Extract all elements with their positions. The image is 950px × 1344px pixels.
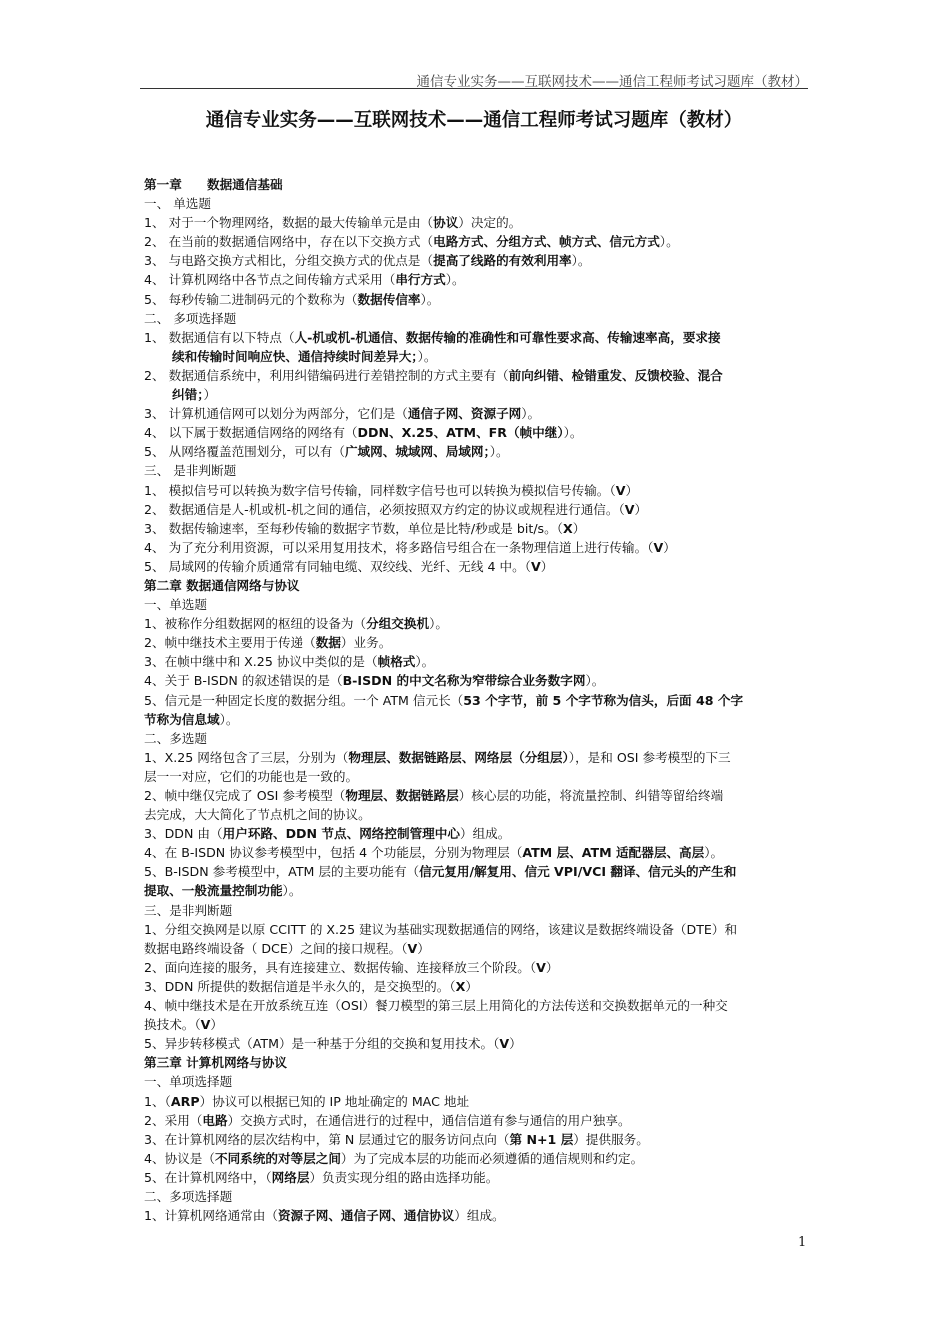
question-text: 三、是非判断题 <box>144 902 233 918</box>
question-text: 1、计算机网络通常由（ <box>144 1208 278 1224</box>
text-line <box>144 213 808 232</box>
question-text: ） <box>465 978 478 994</box>
question-text: ） <box>417 940 430 956</box>
question-text: ）。 <box>704 845 724 861</box>
question-text: 去完成，大大简化了节点机之间的协议。 <box>144 807 371 823</box>
question-text: 3、 与电路交换方式相比，分组交换方式的优点是（ <box>144 253 434 269</box>
question-text: 3、在帧中继中和 X.25 协议中类似的是（ <box>144 654 378 670</box>
answer-text: 帧格式 <box>377 654 416 670</box>
question-text: 换技术。（ <box>144 1017 201 1033</box>
answer-text: 物理层、数据链路层、网络层（分组层） <box>348 749 569 765</box>
question-text: 2、面向连接的服务，具有连接建立、数据传输、连接释放三个阶段。（ <box>144 959 537 975</box>
text-line <box>144 977 808 996</box>
answer-text: 提高了线路的有效利用率 <box>433 253 572 269</box>
question-text: 1、（ <box>144 1093 171 1109</box>
question-text: 1、 对于一个物理网络，数据的最大传输单元是由（ <box>144 215 434 231</box>
text-line <box>144 519 808 538</box>
text-line <box>144 958 808 977</box>
answer-text: 物理层、数据链路层 <box>345 788 459 803</box>
question-text: ）。 <box>489 444 509 460</box>
question-text: 2、 数据通信系统中，利用纠错编码进行差错控制的方式主要有（ <box>144 367 509 383</box>
chapter-heading <box>144 175 808 194</box>
question-text: 1、分组交换网是以原 CCITT 的 X.25 建议为基础实现数据通信的网络，该建议是数据终端设备（DTE）和 <box>144 921 738 937</box>
chapter-heading <box>144 1053 808 1072</box>
question-text: ）负责实现分组的路由选择功能。 <box>309 1169 499 1185</box>
answer-text: 用户环路、DDN 节点、网络控制管理中心 <box>222 826 460 842</box>
question-text: ）核心层的功能，将流量控制、纠错等留给终端 <box>458 788 724 803</box>
answer-text: ATM 层、ATM 适配器层、高层 <box>522 845 705 861</box>
answer-text: V <box>200 1017 211 1033</box>
answer-text: 网络层 <box>271 1169 310 1185</box>
text-line <box>144 862 808 881</box>
question-text: 4、帧中继技术是在开放系统互连（OSI）餐刀模型的第三层上用简化的方法传送和交换数据单元的一种交 <box>144 998 728 1014</box>
question-text: ） <box>509 1036 522 1052</box>
question-text: 4、关于 B-ISDN 的叙述错误的是（ <box>144 673 343 689</box>
answer-text: 第一章 数据通信基础 <box>144 177 283 192</box>
question-text: ） <box>625 482 639 498</box>
text-line <box>144 251 808 270</box>
text-line <box>144 729 808 748</box>
question-text: 2、 在当前的数据通信网络中，存在以下交换方式（ <box>144 234 434 250</box>
text-line <box>144 843 808 862</box>
answer-text: 纠错； <box>172 387 204 403</box>
text-line <box>144 1092 808 1111</box>
answer-text: 串行方式 <box>395 272 446 288</box>
question-text: ）。 <box>417 348 437 364</box>
answer-text: 电路 <box>202 1112 228 1128</box>
answer-text: 不同系统的对等层之间 <box>214 1150 341 1166</box>
question-text: ） <box>545 959 559 975</box>
question-text: ）业务。 <box>340 635 392 651</box>
text-line <box>144 404 808 423</box>
answer-text: 信元复用/解复用、信元 VPI/VCI 翻译、信元头的产生和 <box>419 864 737 880</box>
answer-text: V <box>615 482 626 498</box>
question-text: 4、 计算机网络中各节点之间传输方式采用（ <box>144 272 396 288</box>
text-line <box>144 557 808 576</box>
question-text: ）。 <box>429 616 448 632</box>
text-line <box>144 1034 808 1053</box>
question-text: 3、DDN 所提供的数据信道是半永久的，是交换型的。（ <box>144 978 456 994</box>
question-text: 2、帧中继仅完成了 OSI 参考模型（ <box>144 788 346 803</box>
text-line <box>144 232 808 251</box>
text-line <box>144 461 808 480</box>
text-line <box>144 328 808 347</box>
question-text: 1、被称作分组数据网的枢纽的设备为（ <box>144 616 367 632</box>
text-line <box>144 901 808 920</box>
page-number: 1 <box>798 1235 807 1250</box>
question-text: 1、X.25 网络包含了三层，分别为（ <box>144 749 349 765</box>
answer-text: 节称为信息域 <box>144 711 220 727</box>
text-line <box>144 767 808 786</box>
answer-text: 通信子网、资源子网 <box>407 406 522 422</box>
text-line <box>144 881 808 900</box>
question-text: ）。 <box>282 883 302 899</box>
text-line <box>144 614 808 633</box>
answer-text: 第二章 数据通信网络与协议 <box>144 577 300 593</box>
text-line <box>144 1149 808 1168</box>
question-text: 4、 以下属于数据通信网络的网络有（ <box>144 425 358 441</box>
question-text: 5、在计算机网络中，（ <box>144 1169 272 1185</box>
question-text: 5、信元是一种固定长度的数据分组。一个 ATM 信元长（ <box>144 692 464 708</box>
answer-text: V <box>536 959 546 975</box>
answer-text: 分组交换机 <box>366 616 430 632</box>
text-line <box>144 1015 808 1034</box>
question-text: 三、 是非判断题 <box>144 463 237 479</box>
text-line <box>144 824 808 843</box>
question-text: 1、 模拟信号可以转换为数字信号传输，同样数字信号也可以转换为模拟信号传输。（ <box>144 482 616 498</box>
text-line <box>144 786 808 805</box>
question-text: 5、异步转移模式（ATM）是一种基于分组的交换和复用技术。（ <box>144 1036 500 1052</box>
text-line <box>144 671 808 690</box>
answer-text: 前向纠错、检错重发、反馈校验、混合 <box>508 367 723 383</box>
text-line <box>144 1111 808 1130</box>
question-text: 4、在 B-ISDN 协议参考模型中，包括 4 个功能层，分别为物理层（ <box>144 845 523 861</box>
question-text: 2、 数据通信是人-机或机-机之间的通信，必须按照双方约定的协议或规程进行通信。（ <box>144 501 625 517</box>
question-text: 3、DDN 由（ <box>144 826 223 842</box>
text-line <box>144 652 808 671</box>
text-line <box>144 442 808 461</box>
question-text: 3、 数据传输速率，至每秒传输的数据字节数，单位是比特/秒或是 bit/s。（ <box>144 520 564 536</box>
question-text: 一、 单选题 <box>144 196 211 212</box>
question-text: ）。 <box>445 272 465 288</box>
question-text: 一、单项选择题 <box>144 1074 233 1090</box>
answer-text: ARP <box>170 1093 200 1109</box>
question-text: 二、多项选择题 <box>144 1188 233 1204</box>
answer-text: V <box>653 539 664 555</box>
answer-text: B-ISDN 的中文名称为窄带综合业务数字网 <box>342 673 586 689</box>
answer-text: V <box>407 940 418 956</box>
question-text: 3、 计算机通信网可以划分为两部分，它们是（ <box>144 406 408 422</box>
question-text: ）协议可以根据已知的 IP 地址确定的 MAC 地址 <box>199 1093 470 1109</box>
question-text: 4、 为了充分利用资源，可以采用复用技术，将多路信号组合在一条物理信道上进行传输。（ <box>144 539 654 555</box>
text-line <box>144 633 808 652</box>
text-line <box>144 1168 808 1187</box>
text-line <box>144 423 808 442</box>
question-text: ）组成。 <box>454 1208 505 1224</box>
answer-text: 广域网、城域网、局域网； <box>344 444 490 460</box>
answer-text: V <box>530 558 541 574</box>
question-text: ） <box>540 558 554 574</box>
text-line <box>144 939 808 958</box>
text-line <box>144 1130 808 1149</box>
answer-text: DDN、X.25、ATM、FR（帧中继） <box>357 425 564 441</box>
answer-text: 第 N+1 层 <box>509 1131 574 1147</box>
question-text: 2、帧中继技术主要用于传递（ <box>144 635 316 651</box>
text-line <box>144 1206 808 1225</box>
question-text: 2、采用（ <box>144 1112 203 1128</box>
text-line <box>144 385 808 404</box>
text-line <box>144 595 808 614</box>
question-text: ）。 <box>571 253 591 269</box>
question-text: ） <box>634 501 648 517</box>
text-line <box>144 366 808 385</box>
text-line <box>144 691 808 710</box>
question-text: ）。 <box>415 654 435 670</box>
text-line <box>144 1187 808 1206</box>
text-line <box>144 805 808 824</box>
question-text: ）提供服务。 <box>573 1131 649 1147</box>
question-text: ）决定的。 <box>458 215 522 231</box>
header-divider <box>140 88 808 89</box>
answer-text: 协议 <box>433 215 459 231</box>
answer-text: 电路方式、分组方式、帧方式、信元方式 <box>433 234 660 250</box>
text-line <box>144 920 808 939</box>
text-line <box>144 996 808 1015</box>
question-text: ）为了完成本层的功能而必须遵循的通信规则和约定。 <box>340 1150 644 1166</box>
text-line <box>144 538 808 557</box>
question-text: 数据电路终端设备（ DCE）之间的接口规程。（ <box>144 940 408 956</box>
question-text: ）。 <box>659 234 679 250</box>
question-text: 一、单选题 <box>144 597 207 613</box>
answer-text: 人-机或机-机通信、数据传输的准确性和可靠性要求高、传输速率高，要求接 <box>294 329 721 345</box>
text-line <box>144 500 808 519</box>
answer-text: 资源子网、通信子网、通信协议 <box>277 1208 455 1224</box>
question-text: ）。 <box>521 406 541 422</box>
text-line <box>144 290 808 309</box>
question-text: ），是和 OSI 参考模型的下三 <box>568 749 731 765</box>
question-text: ）。 <box>219 711 239 727</box>
question-text: ）组成。 <box>459 826 511 842</box>
question-text: 二、 多项选择题 <box>144 310 237 326</box>
chapter-heading <box>144 576 808 595</box>
question-text: ）。 <box>563 425 583 441</box>
question-text: 3、在计算机网络的层次结构中，第 N 层通过它的服务访问点向（ <box>144 1131 510 1147</box>
answer-text: X <box>563 520 573 536</box>
answer-text: V <box>499 1036 510 1052</box>
question-text: 5、 局域网的传输介质通常有同轴电缆、双绞线、光纤、无线 4 中。（ <box>144 558 531 574</box>
question-text: ） <box>203 387 217 403</box>
answer-text: 数据传信率 <box>357 291 421 307</box>
question-text: 5、 每秒传输二进制码元的个数称为（ <box>144 291 358 307</box>
question-text: ） <box>210 1017 224 1033</box>
text-line <box>144 1072 808 1091</box>
question-text: 4、协议是（ <box>144 1150 215 1166</box>
question-text: 5、 从网络覆盖范围划分，可以有（ <box>144 444 345 460</box>
question-text: ）交换方式时，在通信进行的过程中，通信信道有参与通信的用户独享。 <box>227 1112 631 1128</box>
answer-text: 数据 <box>315 635 341 651</box>
text-line <box>144 347 808 366</box>
question-text: 1、 数据通信有以下特点（ <box>144 329 295 345</box>
answer-text: 提取、一般流量控制功能 <box>144 883 283 899</box>
question-text: 二、多选题 <box>144 730 207 746</box>
document-body <box>144 175 808 1225</box>
document-title: 通信专业实务——互联网技术——通信工程师考试习题库（教材） <box>205 110 743 131</box>
question-text: 层一一对应，它们的功能也是一致的。 <box>144 768 359 784</box>
running-header: 通信专业实务——互联网技术——通信工程师考试习题库（教材） <box>416 74 808 90</box>
question-text: ） <box>663 539 676 555</box>
text-line <box>144 481 808 500</box>
answer-text: X <box>455 978 466 994</box>
question-text: ） <box>572 520 586 536</box>
text-line <box>144 309 808 328</box>
question-text: ）。 <box>585 673 605 689</box>
answer-text: V <box>624 501 635 517</box>
text-line <box>144 710 808 729</box>
answer-text: 第三章 计算机网络与协议 <box>144 1055 287 1071</box>
text-line <box>144 748 808 767</box>
text-line <box>144 194 808 213</box>
question-text: ）。 <box>420 291 440 307</box>
answer-text: 续和传输时间响应快、通信持续时间差异大； <box>172 348 418 364</box>
question-text: 5、B-ISDN 参考模型中，ATM 层的主要功能有（ <box>144 864 420 880</box>
text-line <box>144 270 808 289</box>
answer-text: 53 个字节，前 5 个字节称为信头，后面 48 个字 <box>463 692 744 708</box>
